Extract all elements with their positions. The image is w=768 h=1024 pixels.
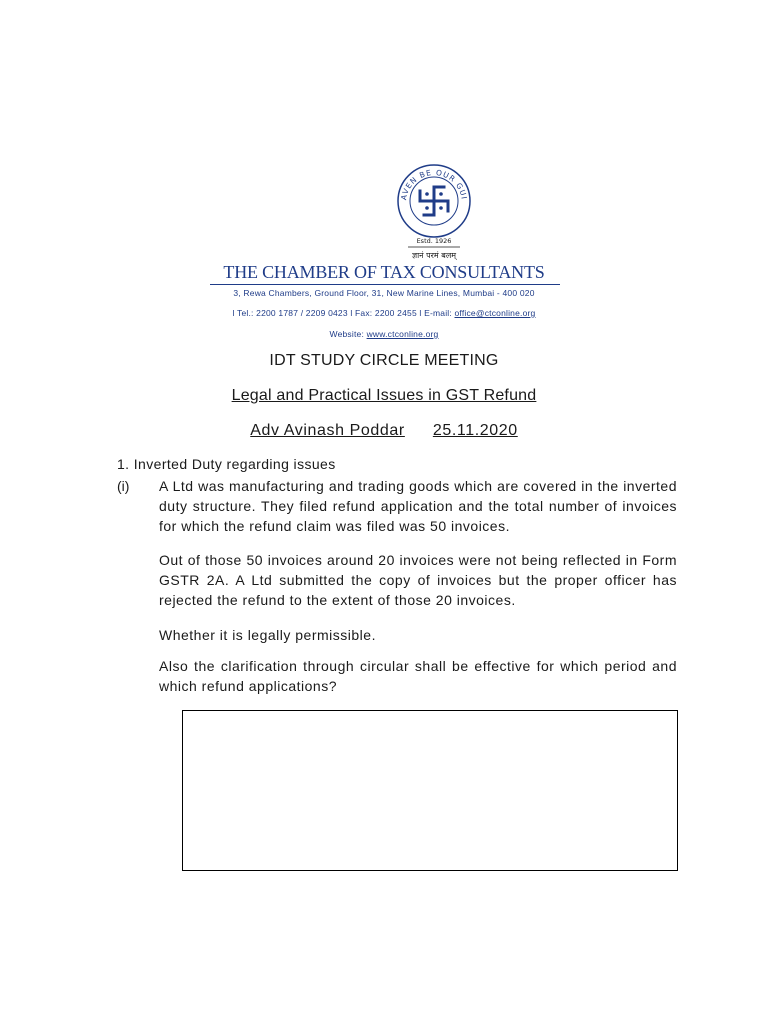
swastika-seal-icon (392, 163, 476, 263)
email-link[interactable]: office@ctconline.org (454, 308, 536, 318)
svg-text:HEAVEN BE OUR GUIDE: AVEN BE OUR GUI (399, 167, 469, 201)
chamber-logo (392, 163, 476, 263)
website-label: Website: (329, 329, 367, 339)
meeting-subtitle-text: Legal and Practical Issues in GST Refund (231, 387, 537, 404)
meeting-subtitle (0, 387, 768, 405)
empty-answer-box (182, 710, 678, 871)
speaker-name: Adv Avinash Poddar (250, 422, 405, 439)
paragraph-3: Whether it is legally permissible. (159, 627, 376, 643)
org-website-line (0, 329, 768, 339)
org-name-underline (210, 284, 560, 285)
meeting-date: 25.11.2020 (432, 422, 518, 439)
paragraph-2: Out of those 50 invoices around 20 invoices were not being reflected in Form GSTR 2A. A Ltd submitted the copy of invoices but the proper officer has rejected the refund to the extent of those 20 invoices. (159, 552, 677, 608)
speaker-line (0, 422, 768, 440)
contact-text: l Tel.: 2200 1787 / 2209 0423 l Fax: 2200 2455 l E-mail: (232, 308, 455, 318)
website-link[interactable]: www.ctconline.org (366, 329, 439, 339)
org-contact-line (0, 308, 768, 318)
section-heading: 1. Inverted Duty regarding issues (117, 456, 336, 472)
org-address: 3, Rewa Chambers, Ground Floor, 31, New Marine Lines, Mumbai - 400 020 (233, 288, 535, 298)
org-name: THE CHAMBER OF TAX CONSULTANTS (223, 262, 545, 282)
paragraph-4: Also the clarification through circular shall be effective for which period and which refund applications? (159, 658, 677, 694)
paragraph-1: A Ltd was manufacturing and trading goods which are covered in the inverted duty structure. They filed refund application and the total number of invoices for which the refund claim was filed was 50 invoices. (159, 478, 677, 534)
svg-text:ज्ञानं परमं बलम्: ज्ञानं परमं बलम् (411, 251, 457, 260)
meeting-title: IDT STUDY CIRCLE MEETING (269, 352, 499, 369)
item-number: (i) (117, 478, 130, 494)
svg-text:Estd. 1926: Estd. 1926 (416, 237, 452, 245)
